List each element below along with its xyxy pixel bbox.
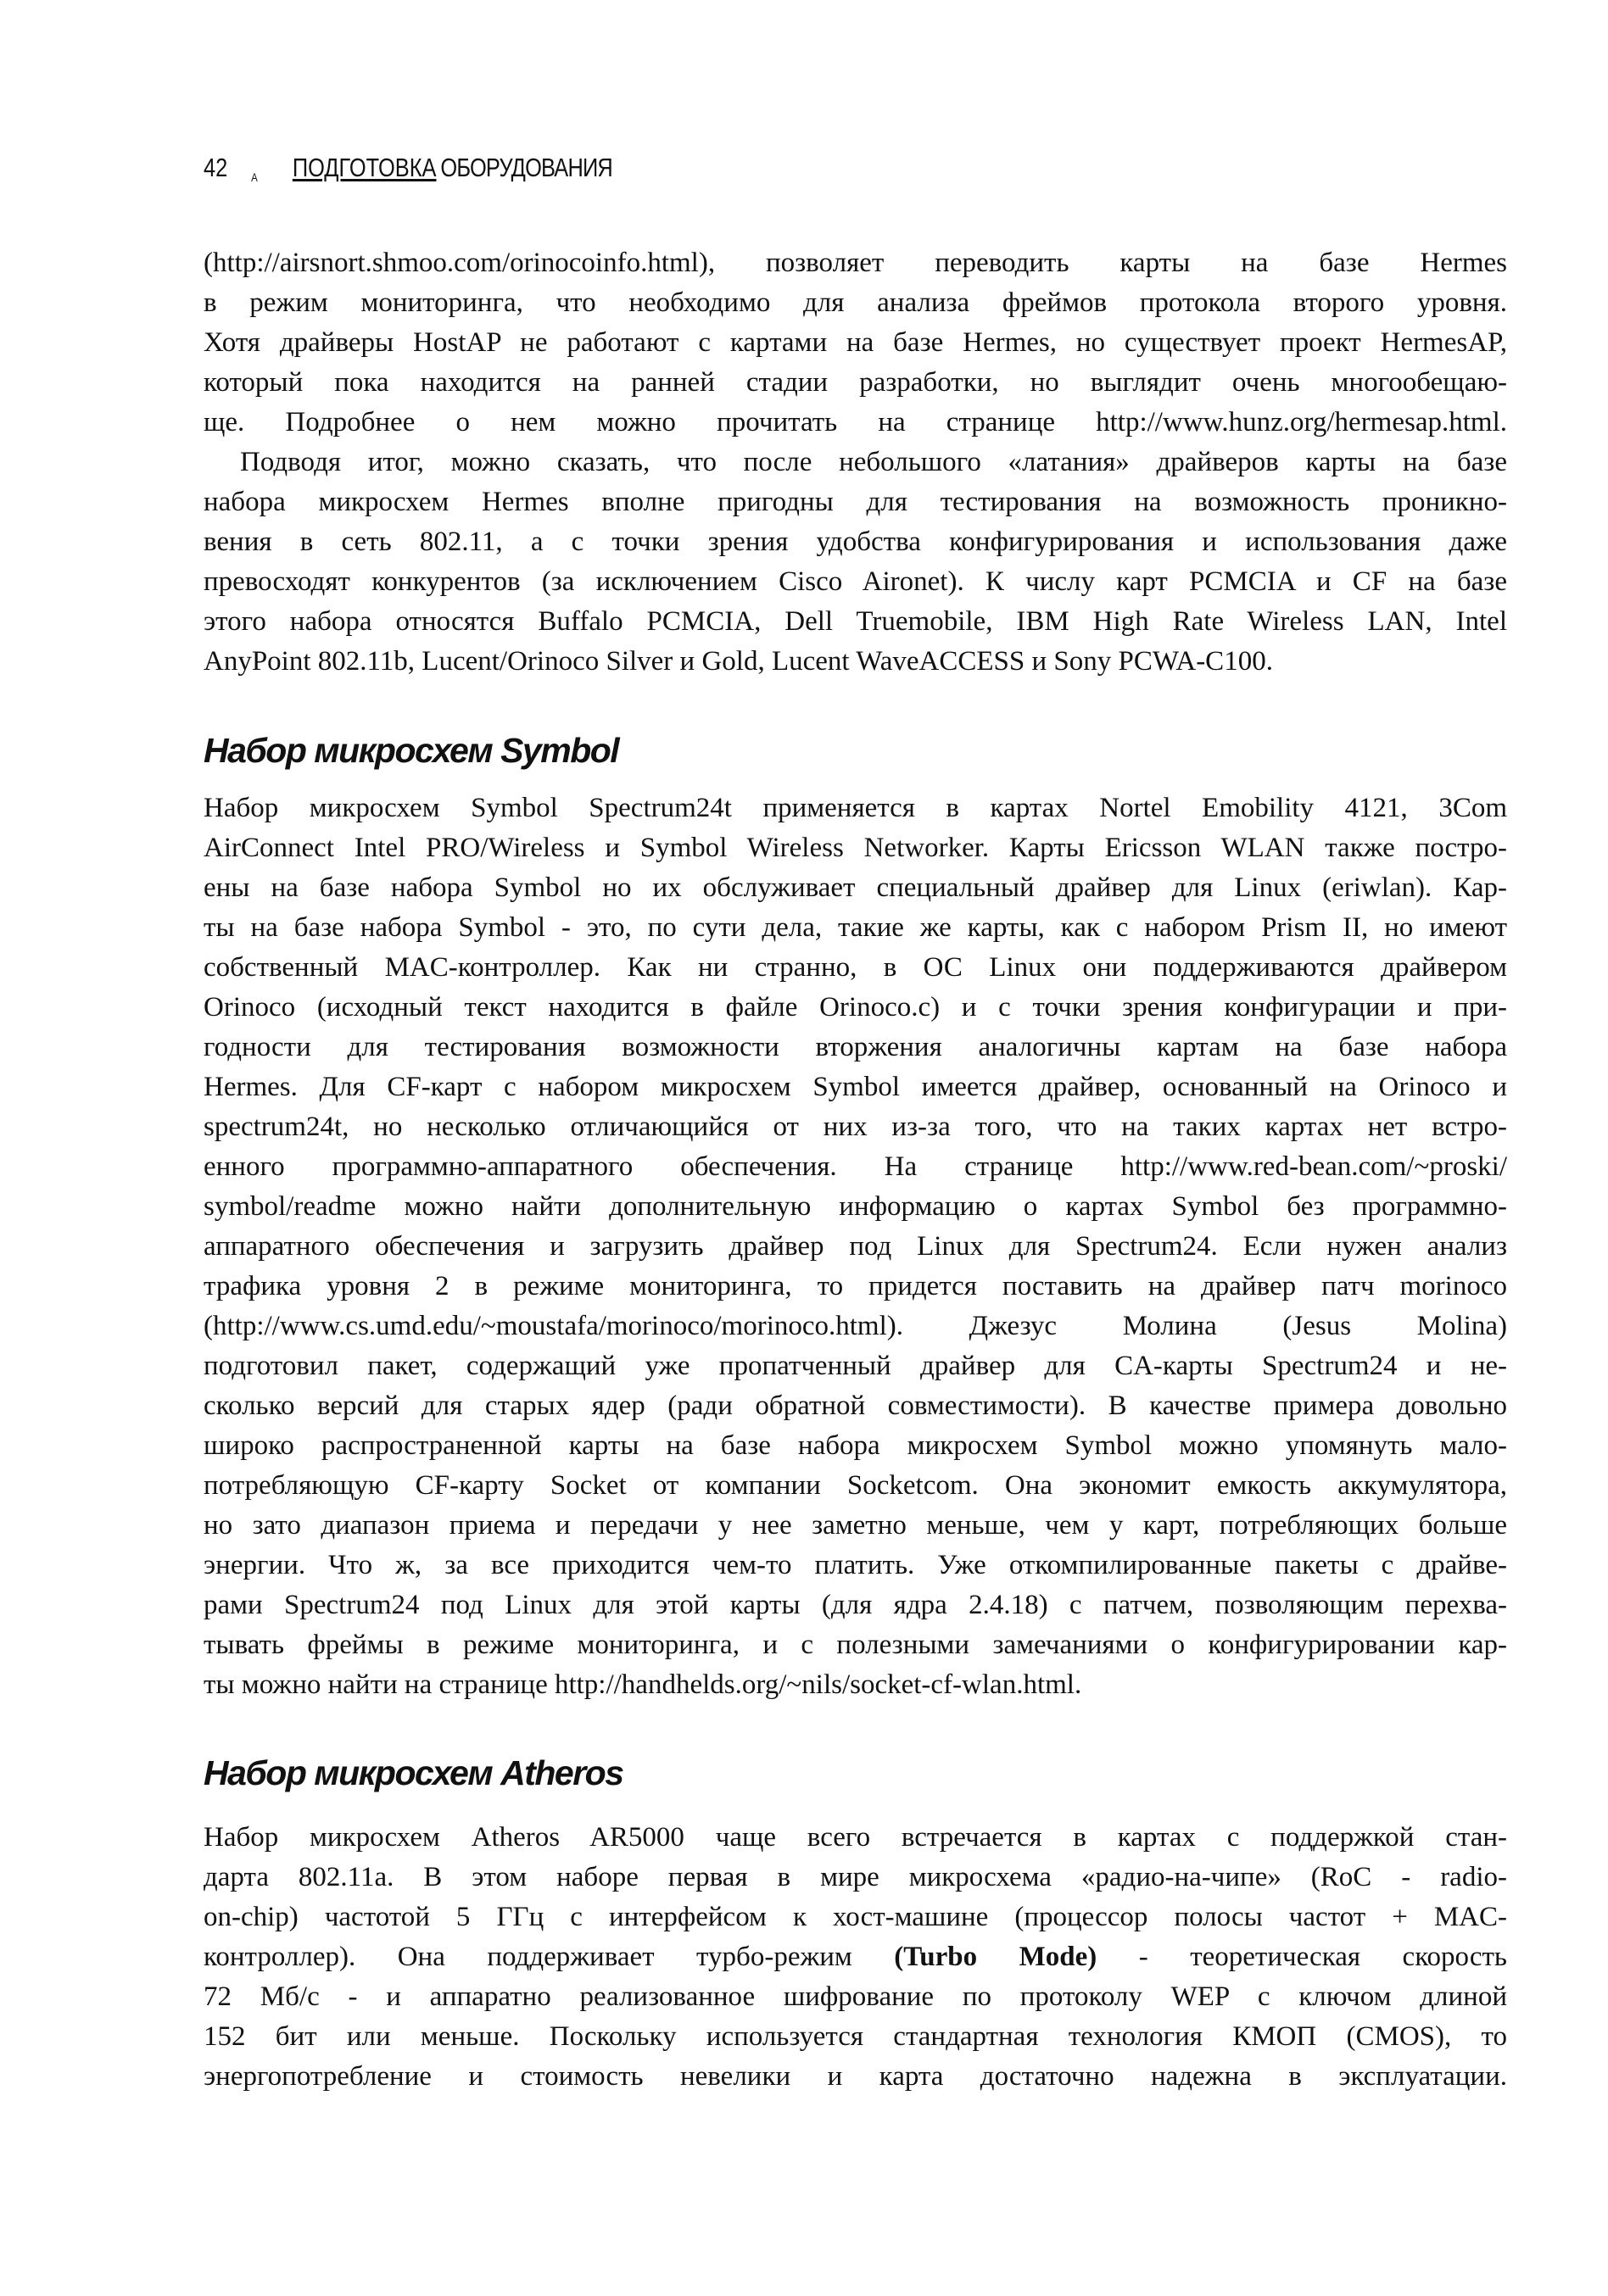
atheros-section-text: [204, 1818, 1507, 2097]
text-line: сколько версий для старых ядер (ради обратной совместимости). В качестве примера довольно: [204, 1390, 1507, 1421]
text-line: 152 бит или меньше. Поскольку используется стандартная технология КМОП (CMOS), то: [204, 2021, 1507, 2052]
text-line: дарта 802.11a. В этом наборе первая в мире микросхема «радио-на-чипе» (RoC - radio-: [204, 1862, 1507, 1892]
text-line: Orinoco (исходный текст находится в файле Orinoco.c) и с точки зрения конфигурации и при-: [204, 992, 1507, 1023]
running-header: [204, 153, 612, 187]
text-line: [204, 1937, 1507, 1977]
chapter-title-part2: ОБОРУДОВАНИЯ: [440, 153, 612, 182]
text-line: широко распространенной карты на базе набора микросхем Symbol можно упомянуть мало-: [204, 1430, 1507, 1461]
text-line: потребляющую CF-карту Socket от компании Socketcom. Она экономит емкость аккумулятора,: [204, 1470, 1507, 1501]
text-line: который пока находится на ранней стадии разработки, но выглядит очень многообещаю-: [204, 367, 1507, 398]
section-heading-atheros: Набор микросхем Atheros: [204, 1753, 623, 1792]
text-line: 72 Мб/с - и аппаратно реализованное шифрование по протоколу WEP с ключом длиной: [204, 1981, 1507, 2012]
text-line: Набор микросхем Symbol Spectrum24t применяется в картах Nortel Emobility 4121, 3Com: [204, 793, 1507, 823]
text-line: Хотя драйверы HostAP не работают с картами на базе Hermes, но существует проект HermesAP,: [204, 327, 1507, 358]
text-line: но зато диапазон приема и передачи у нее заметно меньше, чем у карт, потребляющих больше: [204, 1510, 1507, 1541]
text-line: ты на базе набора Symbol - это, по сути дела, такие же карты, как с набором Prism II, но имеют: [204, 912, 1507, 943]
text-line: тывать фреймы в режиме мониторинга, и с полезными замечаниями о конфигурировании кар-: [204, 1630, 1507, 1660]
text-line: рами Spectrum24 под Linux для этой карты (для ядра 2.4.18) с патчем, позволяющим перехва-: [204, 1590, 1507, 1620]
text-line: Hermes. Для CF-карт с набором микросхем Symbol имеется драйвер, основанный на Orinoco и: [204, 1072, 1507, 1102]
text-line: трафика уровня 2 в режиме мониторинга, то придется поставить на драйвер патч morinoco: [204, 1271, 1507, 1301]
text-line: (http://www.cs.umd.edu/~moustafa/morinoco/morinoco.html). Джезус Молина (Jesus Molina): [204, 1311, 1507, 1341]
text-line: вения в сеть 802.11, а с точки зрения удобства конфигурирования и использования даже: [204, 527, 1507, 557]
chapter-title-part1: ПОДГОТОВКА: [292, 153, 437, 182]
text-line: Набор микросхем Atheros AR5000 чаще всего встречается в картах с поддержкой стан-: [204, 1822, 1507, 1853]
text-line: Подводя итог, можно сказать, что после небольшого «латания» драйверов карты на базе: [240, 447, 1507, 477]
text-line: енного программно-аппаратного обеспечения. На странице http://www.red-bean.com/~proski/: [204, 1151, 1507, 1182]
text-line: подготовил пакет, содержащий уже пропатченный драйвер для CA-карты Spectrum24 и не-: [204, 1351, 1507, 1381]
intro-text: [204, 243, 1507, 682]
page-number: 42: [204, 153, 228, 182]
text-line: собственный MAC-контроллер. Как ни странно, в ОС Linux они поддерживаются драйвером: [204, 952, 1507, 983]
text-segment: контроллер). Она поддерживает турбо-режим: [204, 1942, 895, 1972]
text-segment: - теоретическая скорость: [1097, 1942, 1507, 1972]
text-line: symbol/readme можно найти дополнительную информацию о картах Symbol без программно-: [204, 1191, 1507, 1222]
bold-term: (Turbo Mode): [894, 1942, 1097, 1972]
text-line: в режим мониторинга, что необходимо для анализа фреймов протокола второго уровня.: [204, 287, 1507, 318]
text-line: энергии. Что ж, за все приходится чем-то платить. Уже откомпилированные пакеты с драйве-: [204, 1550, 1507, 1580]
header-mark: A: [251, 170, 258, 184]
text-line: годности для тестирования возможности вторжения аналогичны картам на базе набора: [204, 1032, 1507, 1062]
text-line: ще. Подробнее о нем можно прочитать на странице http://www.hunz.org/hermesap.html.: [204, 407, 1507, 437]
text-line: аппаратного обеспечения и загрузить драйвер под Linux для Spectrum24. Если нужен анализ: [204, 1231, 1507, 1262]
paragraph: [204, 1818, 1507, 2097]
text-line: превосходят конкурентов (за исключением Cisco Aironet). К числу карт PCMCIA и CF на базе: [204, 566, 1507, 597]
text-line: ты можно найти на странице http://handhelds.org/~nils/socket-cf-wlan.html.: [204, 1669, 1082, 1700]
text-line: (http://airsnort.shmoo.com/orinocoinfo.html), позволяет переводить карты на базе Hermes: [204, 248, 1507, 278]
paragraph: [204, 443, 1507, 682]
paragraph: [204, 789, 1507, 1705]
text-line: AirConnect Intel PRO/Wireless и Symbol Wireless Networker. Карты Ericsson WLAN также постро-: [204, 833, 1507, 863]
text-line: AnyPoint 802.11b, Lucent/Orinoco Silver и Gold, Lucent WaveACCESS и Sony PCWA-C100.: [204, 646, 1273, 677]
text-line: spectrum24t, но несколько отличающийся от них из-за того, что на таких картах нет встро-: [204, 1112, 1507, 1142]
text-line: ены на базе набора Symbol но их обслуживает специальный драйвер для Linux (eriwlan). Кар-: [204, 872, 1507, 903]
text-line: набора микросхем Hermes вполне пригодны для тестирования на возможность проникно-: [204, 487, 1507, 517]
paragraph: [204, 243, 1507, 443]
symbol-section-text: [204, 789, 1507, 1705]
text-line: этого набора относятся Buffalo PCMCIA, Dell Truemobile, IBM High Rate Wireless LAN, Intel: [204, 606, 1507, 637]
section-heading-symbol: Набор микросхем Symbol: [204, 731, 619, 770]
text-line: энергопотребление и стоимость невелики и карта достаточно надежна в эксплуатации.: [204, 2061, 1507, 2092]
text-line: on-chip) частотой 5 ГГц с интерфейсом к хост-машине (процессор полосы частот + MAC-: [204, 1902, 1507, 1932]
